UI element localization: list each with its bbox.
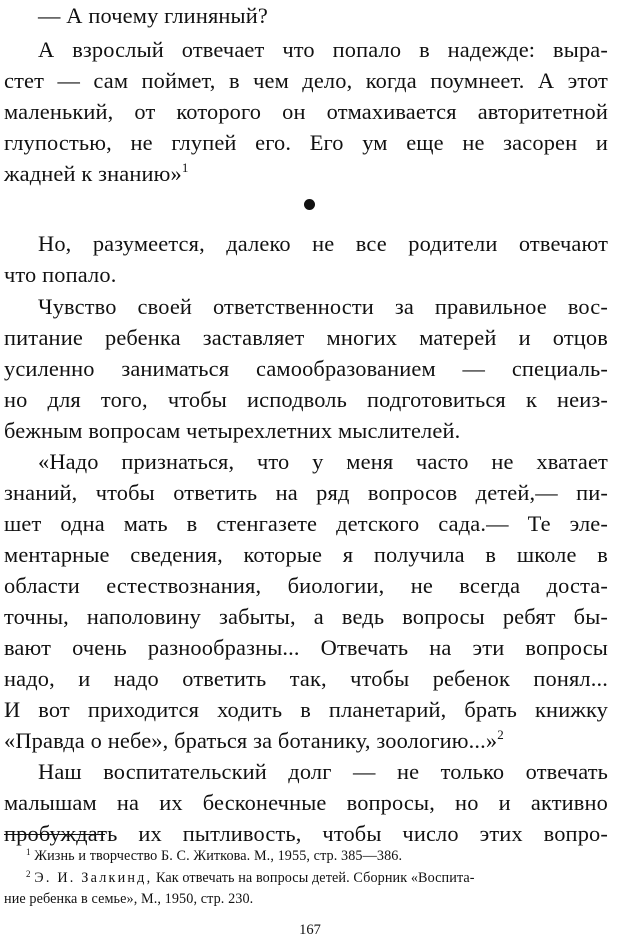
text-line (4, 160, 608, 188)
text-line: ментарные сведения, которые я получила в школе в (4, 542, 608, 567)
text-line: глупостью, не глупей его. Его ум еще не засорен и (4, 130, 608, 155)
text-line: Чувство своей ответственности за правильное вос- (38, 294, 608, 319)
text-line: малышам на их бесконечные вопросы, но и активно (4, 790, 608, 815)
text-line: шет одна мать в стенгазете детского сада.— Те эле- (4, 511, 608, 536)
text-line: но для того, чтобы исподволь подготовиться к неиз- (4, 387, 608, 412)
text-line: пробуждать их пытливость, чтобы число этих вопро- (4, 821, 608, 846)
section-separator-dot (304, 199, 315, 210)
text-line: маленький, от которого он отмахивается авторитетной (4, 99, 608, 124)
footnote-author: Э. И. Залкинд, (34, 870, 153, 886)
text-line: «Надо признаться, что у меня часто не хватает (38, 449, 608, 474)
text-line: знаний, чтобы ответить на ряд вопросов детей,— пи- (4, 480, 608, 505)
text-line: — А почему глиняный? (38, 3, 268, 28)
footnote-reference: 2 (497, 727, 504, 742)
text-line (4, 727, 608, 755)
footnote-rule (4, 834, 105, 835)
footnote-2-continuation: ние ребенка в семье», М., 1950, стр. 230. (4, 891, 254, 907)
footnote-reference: 1 (181, 160, 189, 175)
text-line: Но, разумеется, далеко не все родители отвечают (38, 231, 608, 256)
text-line: точны, наполовину забыты, а ведь вопросы ребят бы- (4, 604, 608, 629)
text-line-content: жадней к знанию» (4, 161, 182, 186)
text-line: надо, и надо ответить так, чтобы ребенок понял... (4, 666, 608, 691)
text-line: питание ребенка заставляет многих матерей и отцов (4, 325, 608, 350)
text-line: Наш воспитательский долг — не только отвечать (38, 759, 608, 784)
text-line: И вот приходится ходить в планетарий, брать книжку (4, 697, 608, 722)
text-line-content: «Правда о небе», браться за ботанику, зоологию...» (4, 728, 498, 753)
page-number: 167 (299, 922, 321, 938)
footnote-2 (26, 868, 608, 888)
footnote-marker: 1 (26, 847, 31, 857)
footnote-text: Жизнь и творчество Б. С. Житкова. М., 1955, стр. 385—386. (34, 848, 403, 864)
text-line: области естествознания, биологии, не всегда доста- (4, 573, 608, 598)
text-line: усиленно заниматься самообразованием — специаль- (4, 356, 608, 381)
footnote-text: Как отвечать на вопросы детей. Сборник «Воспита- (155, 870, 475, 886)
text-line: вают очень разнообразны... Отвечать на эти вопросы (4, 635, 608, 660)
footnote-marker: 2 (26, 869, 31, 879)
text-line: что попало. (4, 262, 117, 287)
footnote-1 (26, 846, 608, 866)
text-line: бежным вопросам четырехлетних мыслителей. (4, 418, 461, 443)
text-line: А взрослый отвечает что попало в надежде: выра- (38, 37, 608, 62)
text-line: стет — сам поймет, в чем дело, когда поумнеет. А этот (4, 68, 608, 93)
